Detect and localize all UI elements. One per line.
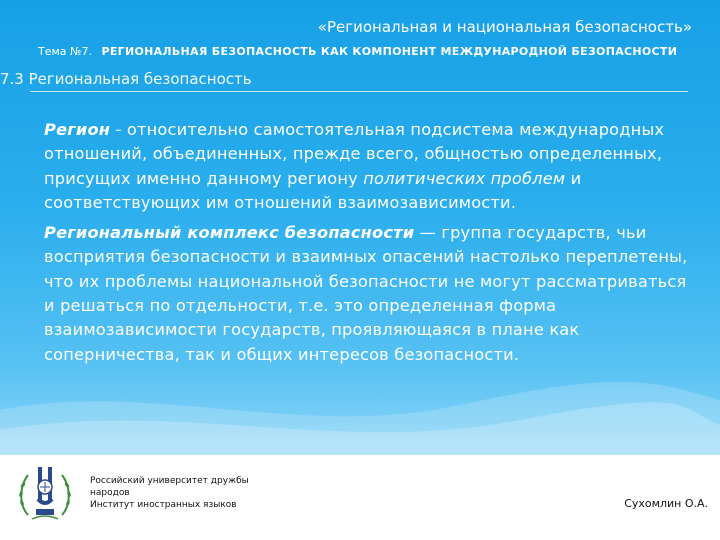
definition-region <box>44 118 694 215</box>
topic-header <box>38 45 678 59</box>
university-logo-icon <box>14 463 76 525</box>
definition-region-text-1: - относительно самостоятельная подсистема международных отношений, объединенных, прежде всего, общностью определенных, присущих именно данному региону <box>44 120 665 188</box>
institute-name: Институт иностранных языков <box>90 500 237 510</box>
course-title: «Региональная и национальная безопасность» <box>317 18 692 36</box>
author-name: Сухомлин О.А. <box>624 497 708 510</box>
definition-security-complex <box>44 221 694 367</box>
topic-number: Тема №7. <box>38 45 92 58</box>
section-title: 7.3 Региональная безопасность <box>0 70 252 88</box>
university-name-line-1: Российский университет дружбы <box>90 476 249 486</box>
topic-title: РЕГИОНАЛЬНАЯ БЕЗОПАСНОСТЬ КАК КОМПОНЕНТ МЕЖДУНАРОДНОЙ БЕЗОПАСНОСТИ <box>101 45 678 58</box>
term-security-complex: Региональный комплекс безопасности <box>44 223 415 243</box>
slide-body <box>44 118 694 373</box>
wave-decoration <box>0 370 720 455</box>
term-region: Регион <box>44 120 111 139</box>
university-info <box>90 475 330 511</box>
definition-region-text-2: и соответствующих им отношений взаимозависимости. <box>44 168 582 212</box>
slide-footer <box>0 455 720 540</box>
emphasis-political-problems: политических проблем <box>363 168 566 188</box>
header-divider <box>30 91 688 92</box>
definition-security-complex-text: — группа государств, чьи восприятия безопасности и взаимных опасений настолько переплетены, что их проблемы национальной безопасности не могут рассматриваться и решаться по отдельности, т.е. это определенная форма взаимозависимости государств, проявляющаяся в плане как соперничества, так и общих интересов безопасности. <box>44 223 688 364</box>
university-name-line-2: народов <box>90 488 130 498</box>
